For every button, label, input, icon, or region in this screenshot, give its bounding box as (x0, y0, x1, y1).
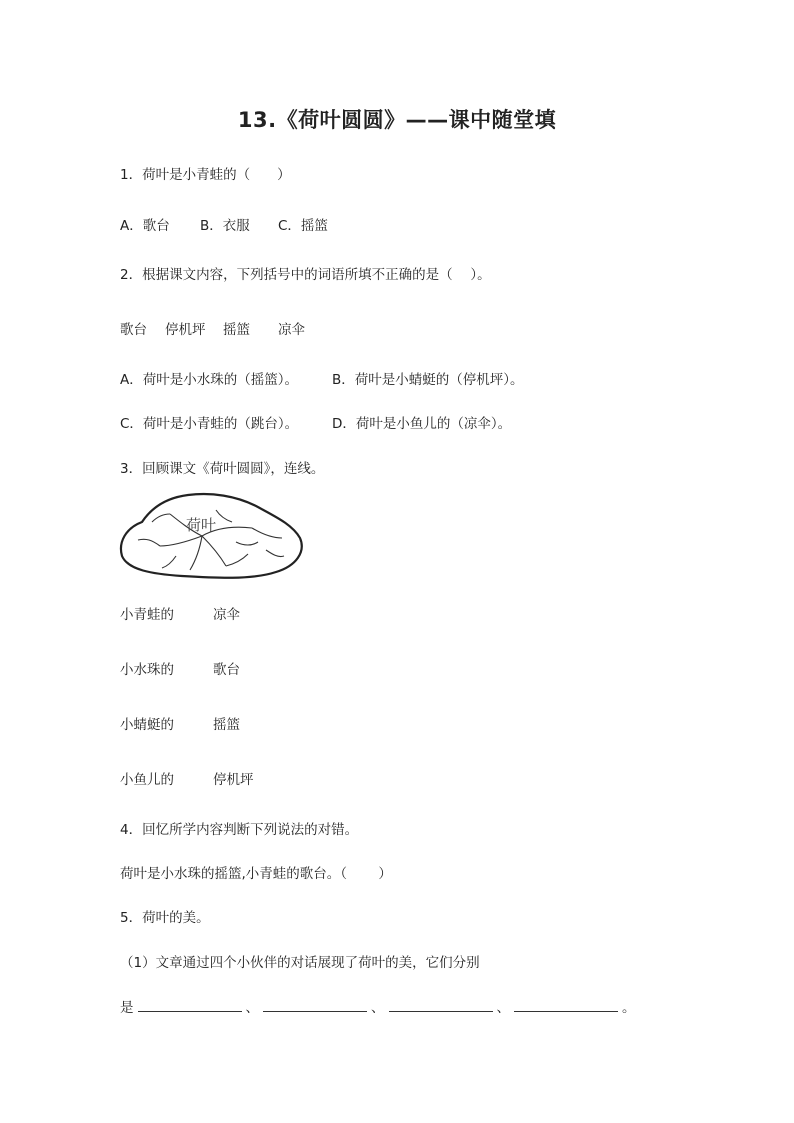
q3-pair-row (120, 603, 240, 623)
q2-word: 停机坪 (165, 322, 206, 338)
q3-left-item: 小蜻蜓的 (120, 717, 174, 733)
q4-stem: 4．回忆所学内容判断下列说法的对错。 (120, 822, 359, 838)
q5-answer-line (120, 996, 636, 1016)
q5-stem: 5．荷叶的美。 (120, 910, 210, 926)
answer-blank[interactable] (514, 997, 618, 1012)
q1-options (120, 214, 328, 234)
q3-right-item: 停机坪 (213, 772, 254, 788)
q2-options-row-1 (120, 368, 524, 388)
q3-right-item: 歌台 (213, 662, 240, 678)
q5-sub1: （1）文章通过四个小伙伴的对话展现了荷叶的美，它们分别 (120, 955, 480, 971)
blank-separator: 、 (496, 1000, 510, 1016)
answer-blank[interactable] (263, 997, 367, 1012)
q2-word: 歌台 (120, 322, 147, 338)
q1-option-a: A．歌台 (120, 218, 170, 234)
answer-end: 。 (622, 1000, 636, 1016)
q1-option-b: B．衣服 (200, 218, 250, 234)
q3-pair-row (120, 768, 254, 788)
answer-blank[interactable] (138, 997, 242, 1012)
page-title: 13.《荷叶圆圆》——课中随堂填 (237, 108, 557, 132)
q2-words (120, 318, 305, 338)
q3-right-item: 凉伞 (213, 607, 240, 623)
leaf-label: 荷叶 (186, 516, 217, 534)
answer-blank[interactable] (389, 997, 493, 1012)
q3-pair-row (120, 713, 240, 733)
q2-options-row-2 (120, 412, 511, 432)
blank-separator: 、 (245, 1000, 259, 1016)
blank-separator: 、 (371, 1000, 385, 1016)
q3-stem: 3．回顾课文《荷叶圆圆》，连线。 (120, 461, 325, 477)
q3-right-item: 摇篮 (213, 717, 240, 733)
q1-option-c: C．摇篮 (278, 218, 328, 234)
q4-statement: 荷叶是小水珠的摇篮,小青蛙的歌台。（ ） (120, 866, 392, 882)
q3-left-item: 小鱼儿的 (120, 772, 174, 788)
q3-left-item: 小青蛙的 (120, 607, 174, 623)
q3-pair-row (120, 658, 240, 678)
lotus-leaf-illustration (116, 490, 306, 580)
q2-stem: 2．根据课文内容，下列括号中的词语所填不正确的是（ ）。 (120, 267, 491, 283)
q3-left-item: 小水珠的 (120, 662, 174, 678)
q2-option-c: C．荷叶是小青蛙的（跳台）。 (120, 416, 299, 432)
q1-stem: 1．荷叶是小青蛙的（ ） (120, 167, 291, 183)
q2-option-d: D．荷叶是小鱼儿的（凉伞）。 (332, 416, 512, 432)
q5-answer-prefix: 是 (120, 1000, 134, 1016)
q2-word: 摇篮 (223, 322, 250, 338)
q2-option-b: B．荷叶是小蜻蜓的（停机坪）。 (332, 372, 524, 388)
q2-option-a: A．荷叶是小水珠的（摇篮）。 (120, 372, 298, 388)
q2-word: 凉伞 (278, 322, 305, 338)
